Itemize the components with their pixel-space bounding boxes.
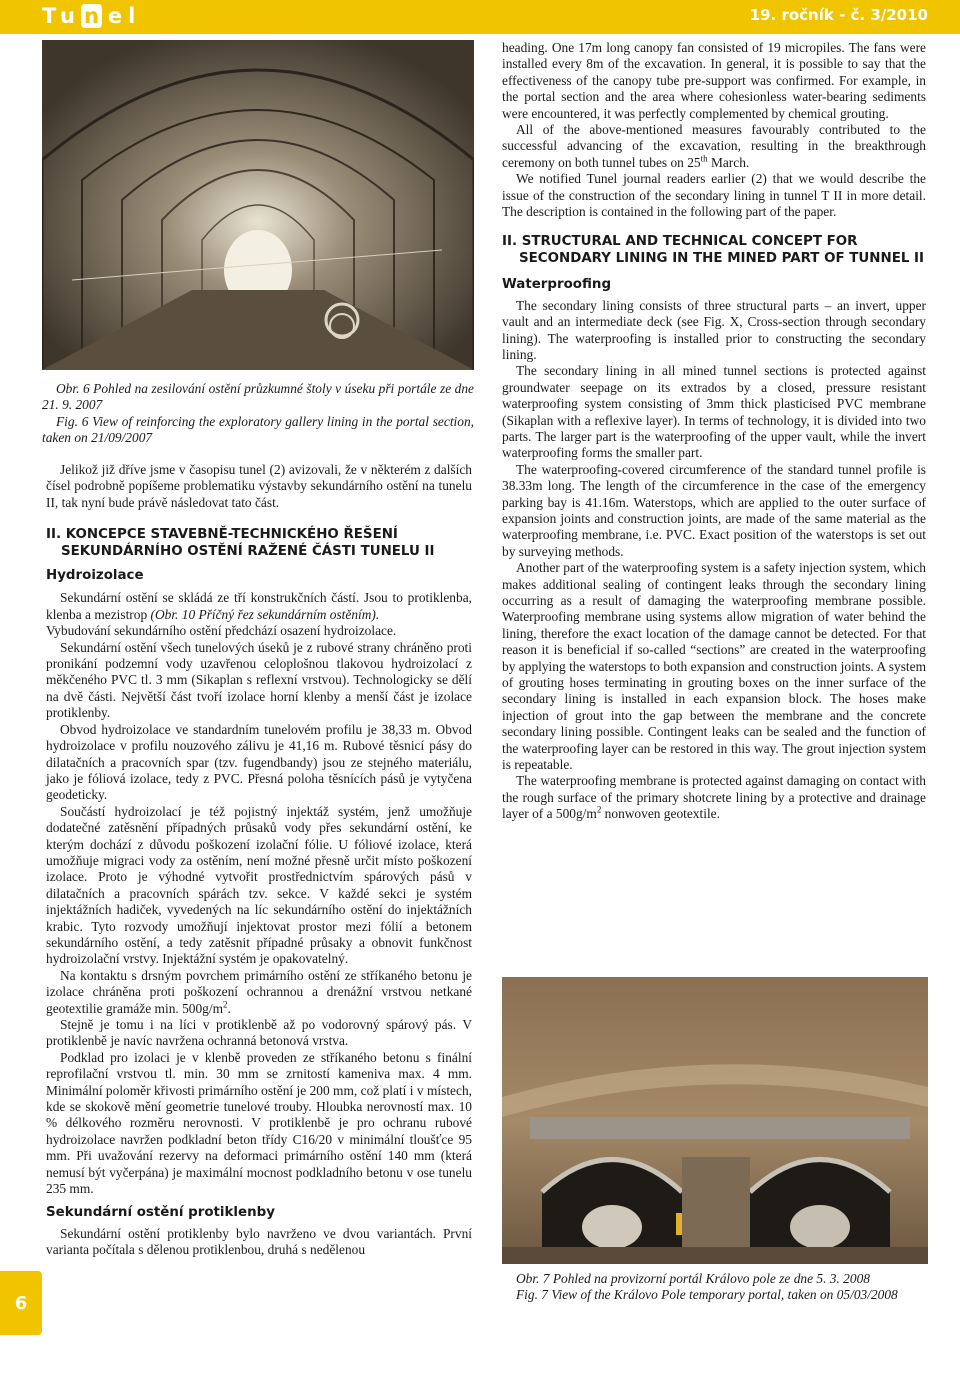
section-heading-cz-line1: II. KONCEPCE STAVEBNĚ-TECHNICKÉHO ŘEŠENÍ [46,527,398,543]
header-bar [0,0,960,34]
issue-label: 19. ročník - č. 3/2010 [749,6,928,24]
right-paragraph-3: We notified Tunel journal readers earlier (2) that we would describe the issue of the construction of the secondary lining in tunnel T II in more detail. The description is contained in the following part of the paper. [502,171,926,220]
figure-6-caption-en: Fig. 6 View of reinforcing the exploratory gallery lining in the portal section, taken on 21/09/2007 [42,413,474,446]
section-heading-en-line1: II. STRUCTURAL AND TECHNICAL CONCEPT FOR [502,234,858,250]
figure-7-caption-en: Fig. 7 View of the Královo Pole temporary portal, taken on 05/03/2008 [516,1287,898,1303]
paragraph-2: Sekundární ostění všech tunelových úseků je z rubové strany chráněno proti pronikání podzemní vody uzavřenou celoplošnou tlakovou hydroizolací z měkčeného PVC tl. 3 mm (Sikaplan s reflexní vrstvou). Technologicky se dělí na dvě části. Největší část tvoří izolace horní klenby a menší část je izolace protiklenby. [46,639,472,721]
portal-image [502,977,928,1264]
page-number: 6 [0,1271,42,1335]
right-paragraph-7: Another part of the waterproofing system is a safety injection system, which makes additional sealing of contingent leaks through the secondary lining occurring as a result of damaging the waterproofing membrane possible. Waterproofing membrane using systems allow migration of water behind the lining, therefore the exact location of the damage cannot be detected. For that reason it is beneficial if so-called “sections” are created in the waterproofing by applying the waterstops to both expansion and construction joints. A system of grouting hoses terminating in grouting boxes on the inner surface of the secondary lining is installed in each expansion block. The hoses make injection of grout into the gap between the membrane and the concrete secondary lining possible. Contingent leaks can be sealed and the function of the waterproofing layer can be restored in this way. The grout injection system is repeatable. [502,560,926,773]
figure-7-caption-cz: Obr. 7 Pohled na provizorní portál Královo pole ze dne 5. 3. 2008 [516,1271,870,1286]
figure-7-photo [502,977,928,1264]
right-column [502,40,926,823]
subheading-protiklenba: Sekundární ostění protiklenby [46,1205,275,1221]
paragraph-1: Sekundární ostění se skládá ze tří konstrukčních částí. Jsou to protiklenba, klenba a mezistrop (Obr. 10 Příčný řez sekundárním ostěním). [46,590,472,622]
paragraph-6: Stejně je tomu i na líci v protiklenbě až po vodorovný spárový pás. V protiklenbě je navíc navržena ochranná betonová vrstva. [46,1017,472,1049]
subheading-waterproofing: Waterproofing [502,277,612,293]
left-column [46,462,472,1259]
figure-7-caption [502,1271,926,1304]
journal-logo: Tu n el [42,4,142,28]
paragraph-8: Sekundární ostění protiklenby bylo navrženo ve dvou variantách. První varianta počítala s dělenou protiklenbou, druhá s nedělenou [46,1225,472,1258]
figure-6-photo [42,40,474,370]
paragraph-3: Obvod hydroizolace ve standardním tunelovém profilu je 38,33 m. Obvod hydroizolace v profilu nouzového zálivu je 41,16 m. Rubové těsnicí pásy do dilatačních a pracovních spar (tzv. fugendbandy) jsou ze stejného materiálu, jako je fóliová izolace, tedy z PVC. Přesná poloha těsnících pásů je vytyčena geodeticky. [46,721,472,803]
section-heading-en-line2: SECONDARY LINING IN THE MINED PART OF TUNNEL II [519,250,924,266]
tunnel-interior-image [42,40,474,370]
right-paragraph-1: heading. One 17m long canopy fan consisted of 19 micropiles. The fans were installed every 8m of the excavation. In general, it is possible to say that the effectiveness of the canopy tube pre-support was confirmed. For example, in the portal section and the area where cohesionless water-bearing sediments were encountered, it was perfectly complemented by chemical grouting. [502,40,926,121]
right-paragraph-2: All of the above-mentioned measures favourably contributed to the successful advancing of the excavation, resulting in the breakthrough ceremony on both tunnel tubes on 25th March. [502,122,926,170]
figure-6-caption [42,381,474,447]
paragraph-4: Součástí hydroizolací je též pojistný injektáž systém, jenž umožňuje dodatečné zatěsnění případných průsaků vody přes sekundární ostění, ke kterým dochází z důvodu poškození izolační fólie. U fóliové izolace, která umožňuje migraci vody za ostěním, není možné přesně určit místo poškození izolace. Proto je výhodné vytvořit prostřednictvím spárových pásů v dilatačních a pracovních spárách tzv. sekce. V každé sekci je systém injektážních hadiček, vyvedených na líc sekundárního ostění do injektážních krabic. Tyto rozvody umožňují injektovat prostor mezi fólií a betonem sekundárního ostění, a tedy zatěsnit případné průsaky a obnovit funkčnost hydroizolační vrstvy. Injektážní systém je opakovatelný. [46,803,472,967]
intro-paragraph: Jelikož již dříve jsme v časopisu tunel (2) avizovali, že v některém z dalších čísel podrobně popíšeme problematiku výstavby sekundárního ostění na tunelu II, tak nyní bude právě následovat tato část. [46,462,472,510]
right-paragraph-6: The waterproofing-covered circumference of the standard tunnel profile is 38.33m long. The length of the circumference in the case of the emergency parking bay is 41.16m. Waterstops, which are applied to the outer surface of expansion joints and construction joints, are made of the same material as the waterproofing membrane, i.e. PVC. Exact position of the waterstops is set out by surveying methods. [502,461,926,559]
paragraph-1c: Vybudování sekundárního ostění předchází osazení hydroizolace. [46,623,397,639]
subheading-hydroizolace: Hydroizolace [46,568,144,584]
paragraph-7: Podklad pro izolaci je v klenbě proveden ze stříkaného betonu s finální reprofilační vrstvou tl. min. 30 mm se zrnitostí kameniva max. 4 mm. Minimální poloměr křivosti primárního ostění je 200 mm, což platí i v místech, kde se skokově mění geometrie tunelové trouby. Hloubka nerovností max. 10 % délkového rozměru nerovnosti. V protiklenbě je pro ochranu rubové hydroizolace navržen podkladní beton třídy C16/20 v minimální tloušťce 95 mm. Při uvažování rezervy na deformaci primárního ostění 140 mm (která nemusí být vyčerpána) je maximální mocnost podkladního betonu v ose tunelu 235 mm. [46,1049,472,1197]
paragraph-5: Na kontaktu s drsným povrchem primárního ostění ze stříkaného betonu je izolace chráněna proti poškození ochrannou a drenážní vrstvou netkané geotextilie gramáže min. $500g/m^2$. [46,967,472,1016]
section-heading-cz-line2: SEKUNDÁRNÍHO OSTĚNÍ RAŽENÉ ČÁSTI TUNELU II [61,543,435,559]
right-paragraph-4: The secondary lining consists of three structural parts – an invert, upper vault and an intermediate deck (see Fig. X, Cross-section through secondary lining). The waterproofing is installed prior to constructing the secondary lining. [502,297,926,362]
right-paragraph-5: The secondary lining in all mined tunnel sections is protected against groundwater seepage on its extrados by a closed, pressure resistant waterproofing system consisting of 3mm thick plasticised PVC membrane (Sikaplan with a reflexive layer). In terms of technology, it is divided into two parts. The larger part is the waterproofing of the upper vault, while the invert waterproofing forms the smaller part. [502,363,926,461]
right-paragraph-8: The waterproofing membrane is protected against damaging on contact with the rough surface of the primary shotcrete lining by a protective and drainage layer of a $500g/m^2$ nonwoven geotextile. [502,773,926,822]
figure-6-caption-cz: Obr. 6 Pohled na zesilování ostění průzkumné štoly v úseku při portále ze dne 21. 9. 2007 [42,381,474,413]
